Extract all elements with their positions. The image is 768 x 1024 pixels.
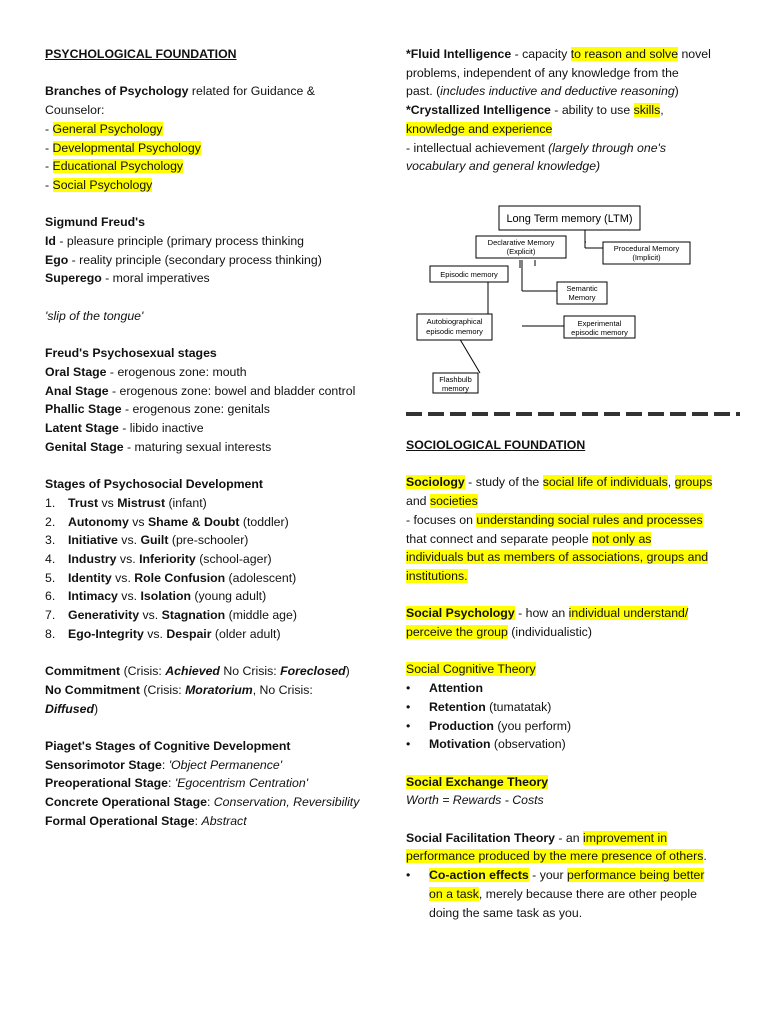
freud-item: Superego - moral imperatives [45,271,210,286]
social-cognitive-theory-title: Social Cognitive Theory [406,662,536,677]
fluid-intelligence-line-2: problems, independent of any knowledge from the [406,65,679,80]
coaction-line: • Co-action effects - your performance being better [406,868,705,883]
social-facilitation-line: Social Facilitation Theory - an improvement in [406,830,668,845]
psychosocial-item: 5. Identity vs. Role Confusion (adolescent) [45,570,297,585]
freud-item: Ego - reality principle (secondary process thinking) [45,252,322,267]
experimental-label: Experimental [577,319,622,328]
branch-item: - Developmental Psychology [45,140,201,155]
no-commitment-line: No Commitment (Crisis: Moratorium, No Crisis: [45,682,313,697]
freud-heading: Sigmund Freud's [45,215,145,230]
declarative-label: Declarative Memory [487,238,555,247]
no-commitment-line-cont: Diffused) [45,701,99,716]
psychosexual-heading: Freud's Psychosexual stages [45,346,217,361]
procedural-sub: (Implicit) [632,253,661,262]
branch-item: - Social Psychology [45,177,153,192]
social-psychology-line-2: perceive the group (individualistic) [406,625,592,639]
social-psychology-line: Social Psychology - how an individual understand/ [406,606,689,621]
psychosocial-item: 4. Industry vs. Inferiority (school-ager) [45,551,272,566]
autobio-label: Autobiographical [426,317,483,326]
procedural-label: Procedural Memory [613,244,680,253]
psychosexual-item: Latent Stage - libido inactive [45,421,204,435]
branches-heading: Branches of Psychology related for Guidance & [45,84,315,99]
declarative-sub: (Explicit) [506,247,536,256]
sociology-line-6: institutions. [406,568,468,583]
psychosexual-item: Anal Stage - erogenous zone: bowel and bladder control [45,383,356,398]
sociology-line-2: and societies [406,494,478,509]
autobio-sub: episodic memory [426,327,483,336]
social-exchange-formula: Worth = Rewards - Costs [406,793,544,808]
memory-diagram [400,200,740,400]
sct-item: • Retention (tumatatak) [406,699,552,714]
psychosexual-item: Phallic Stage - erogenous zone: genitals [45,402,270,417]
episodic-label: Episodic memory [440,270,498,279]
sct-item: • Production (you perform) [406,718,572,733]
psychosocial-item: 8. Ego-Integrity vs. Despair (older adult) [45,626,281,641]
sociological-foundation-title: SOCIOLOGICAL FOUNDATION [406,438,586,452]
psychosocial-item: 6. Intimacy vs. Isolation (young adult) [45,589,267,604]
psychosocial-item: 3. Initiative vs. Guilt (pre-schooler) [45,533,249,548]
piaget-item: Preoperational Stage: 'Egocentrism Centration' [45,776,309,791]
social-exchange-theory-title: Social Exchange Theory [406,774,549,789]
coaction-line-3: doing the same task as you. [429,905,583,920]
crystallized-intelligence-line-2: knowledge and experience [406,121,553,136]
social-facilitation-line-2: performance produced by the mere presence of others. [406,849,707,864]
sociology-line: Sociology - study of the social life of individuals, groups [406,475,713,490]
freud-item: Id - pleasure principle (primary process thinking [45,234,305,248]
left-column [45,45,375,830]
sct-item: • Motivation (observation) [406,737,566,752]
psychosocial-item: 2. Autonomy vs Shame & Doubt (toddler) [45,514,289,529]
branches-heading-cont: Counselor: [45,103,105,118]
sociological-section [406,436,746,922]
flashbulb-sub: memory [441,384,470,393]
fluid-intelligence-line-3: past. (includes inductive and deductive reasoning) [406,84,679,99]
right-column [406,45,736,176]
ltm-label: Long Term memory (LTM) [506,213,633,225]
sct-item: • Attention [406,681,483,696]
flashbulb-label: Flashbulb [439,375,472,384]
coaction-line-2: on a task, merely because there are other people [429,886,697,901]
commitment-line: Commitment (Crisis: Achieved No Crisis: Foreclosed) [45,664,350,679]
experimental-sub: episodic memory [571,328,628,337]
psychosocial-heading: Stages of Psychosocial Development [45,477,263,492]
branch-item: - Educational Psychology [45,159,184,174]
dashed-divider [406,412,740,416]
piaget-heading: Piaget's Stages of Cognitive Development [45,738,291,753]
crystallized-intelligence-line-3: - intellectual achievement (largely through one's [406,140,667,155]
semantic-label: Semantic [566,284,598,293]
fluid-intelligence-line: *Fluid Intelligence - capacity to reason and solve novel [406,47,711,61]
sociology-line-3: - focuses on understanding social rules and processes [406,512,703,527]
psychosexual-item: Genital Stage - maturing sexual interests [45,439,272,454]
sociology-line-5: individuals but as members of associations, groups and [406,550,709,565]
crystallized-intelligence-line: *Crystallized Intelligence - ability to use skills, [406,103,664,118]
sociology-line-4: that connect and separate people not only as [406,531,652,546]
psychosexual-item: Oral Stage - erogenous zone: mouth [45,364,247,379]
piaget-item: Concrete Operational Stage: Conservation, Reversibility [45,795,360,810]
semantic-sub: Memory [568,293,596,302]
piaget-item: Sensorimotor Stage: 'Object Permanence' [45,757,283,772]
psychosocial-item: 7. Generativity vs. Stagnation (middle age) [45,608,297,623]
psychosocial-item: 1. Trust vs Mistrust (infant) [45,495,207,510]
crystallized-intelligence-line-4: vocabulary and general knowledge) [406,159,601,174]
slip-of-tongue: 'slip of the tongue' [45,308,144,323]
piaget-item: Formal Operational Stage: Abstract [45,813,247,828]
branch-item: - General Psychology [45,121,163,136]
psychological-foundation-title: PSYCHOLOGICAL FOUNDATION [45,47,237,61]
